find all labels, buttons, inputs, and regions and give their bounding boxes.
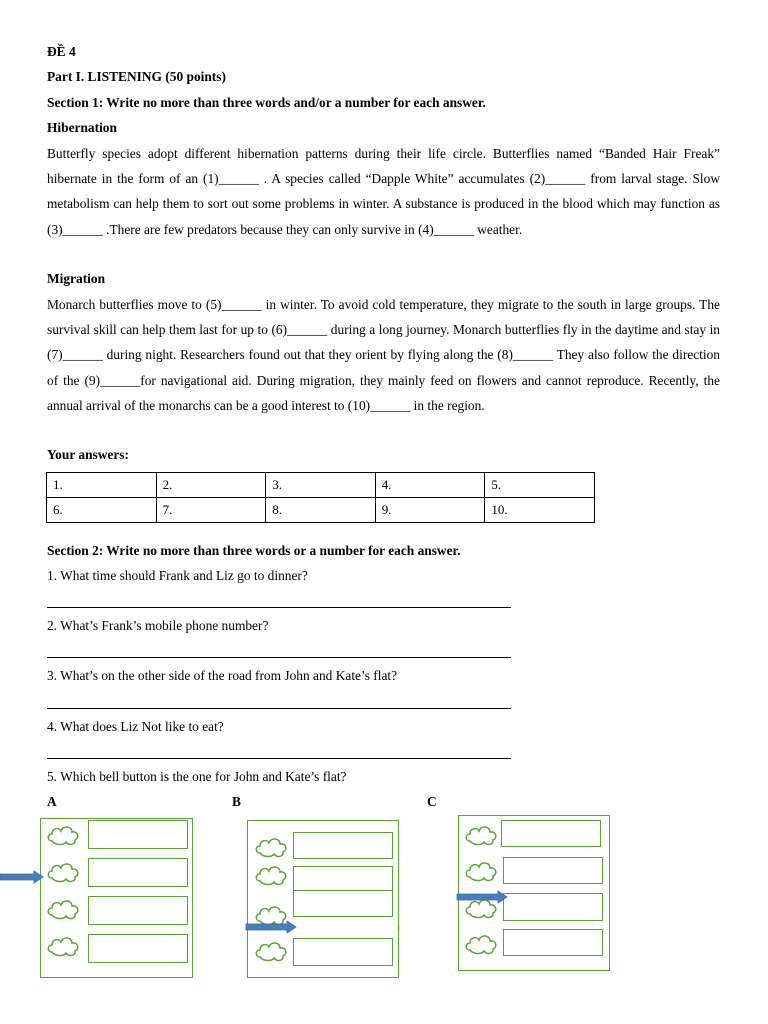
cloud-icon [464,859,500,883]
question-2: 2. What’s Frank’s mobile phone number? [47,618,269,633]
bell-button-c1[interactable] [501,820,601,847]
question-5: 5. Which bell button is the one for John and Kate’s flat? [47,769,347,784]
answer-cell-1[interactable]: 1. [47,473,157,498]
answers-table [46,472,595,523]
question-3: 3. What’s on the other side of the road from John and Kate’s flat? [47,668,398,683]
bell-button-b4[interactable] [293,938,393,966]
migration-paragraph: Monarch butterflies move to (5)______ in winter. To avoid cold temperature, they migrate to the south in large groups. The survival skill can help them last for up to (6)______ during a long journey. Monarch butterflies fly in the daytime and stay in (7)______ during night. Researchers found out that they orient by flying along the (8)______ They also follow the direction of the (9)______for navigational aid. During migration, they mainly feed on flowers and cannot reproduce. Recently, the annual arrival of the monarchs can be a good interest to (10)______ in the region. [47,297,720,413]
cloud-icon [46,897,82,921]
answer-cell-10[interactable]: 10. [485,498,595,523]
bell-button-b2[interactable] [293,866,393,891]
part-title: Part I. LISTENING (50 points) [47,69,226,84]
option-b-label[interactable]: B [232,794,241,809]
bell-button-a2[interactable] [88,858,188,887]
section1-instruction: Section 1: Write no more than three words and/or a number for each answer. [47,95,486,110]
answer-line-1[interactable] [47,607,511,608]
bell-button-c3[interactable] [503,893,603,921]
section2-instruction: Section 2: Write no more than three words or a number for each answer. [47,543,461,558]
answer-line-2[interactable] [47,657,511,658]
cloud-icon [464,823,500,847]
answer-cell-3[interactable]: 3. [266,473,376,498]
exam-number: ĐỀ 4 [47,44,76,59]
answer-cell-4[interactable]: 4. [375,473,485,498]
answer-line-3[interactable] [47,708,511,709]
cloud-icon [254,835,290,859]
table-row [47,473,595,498]
bell-button-b3[interactable] [293,890,393,917]
question-1: 1. What time should Frank and Liz go to dinner? [47,568,308,583]
cloud-icon [46,823,82,847]
answer-cell-5[interactable]: 5. [485,473,595,498]
bell-button-a1[interactable] [88,820,188,849]
cloud-icon [46,934,82,958]
bell-button-b1[interactable] [293,832,393,859]
answer-cell-8[interactable]: 8. [266,498,376,523]
table-row [47,498,595,523]
arrow-right-icon [245,920,297,934]
migration-title: Migration [47,271,106,286]
cloud-icon [464,932,500,956]
question-4: 4. What does Liz Not like to eat? [47,719,224,734]
cloud-icon [254,863,290,887]
answer-cell-9[interactable]: 9. [375,498,485,523]
bell-button-a4[interactable] [88,934,188,963]
hibernation-title: Hibernation [47,120,117,135]
bell-button-c2[interactable] [503,857,603,884]
cloud-icon [46,860,82,884]
bell-button-a3[interactable] [88,896,188,925]
cloud-icon [254,939,290,963]
hibernation-paragraph: Butterfly species adopt different hibernation patterns during their life circle. Butterflies named “Banded Hair Freak” hibernate in the form of an (1)______ . A species called “Dapple White” accumulates (2)______ from larval stage. Slow metabolism can help them to sort out some problems in winter. A substance is produced in the blood which may function as (3)______ .There are few predators because they can only survive in (4)______ weather. [47,146,720,237]
answer-cell-2[interactable]: 2. [156,473,266,498]
answer-line-4[interactable] [47,758,511,759]
answers-label: Your answers: [47,447,129,462]
answer-cell-7[interactable]: 7. [156,498,266,523]
option-a-label[interactable]: A [47,794,57,809]
bell-button-c4[interactable] [503,929,603,956]
arrow-right-icon [0,870,44,884]
option-c-label[interactable]: C [427,794,437,809]
arrow-right-icon [456,890,508,904]
answer-cell-6[interactable]: 6. [47,498,157,523]
